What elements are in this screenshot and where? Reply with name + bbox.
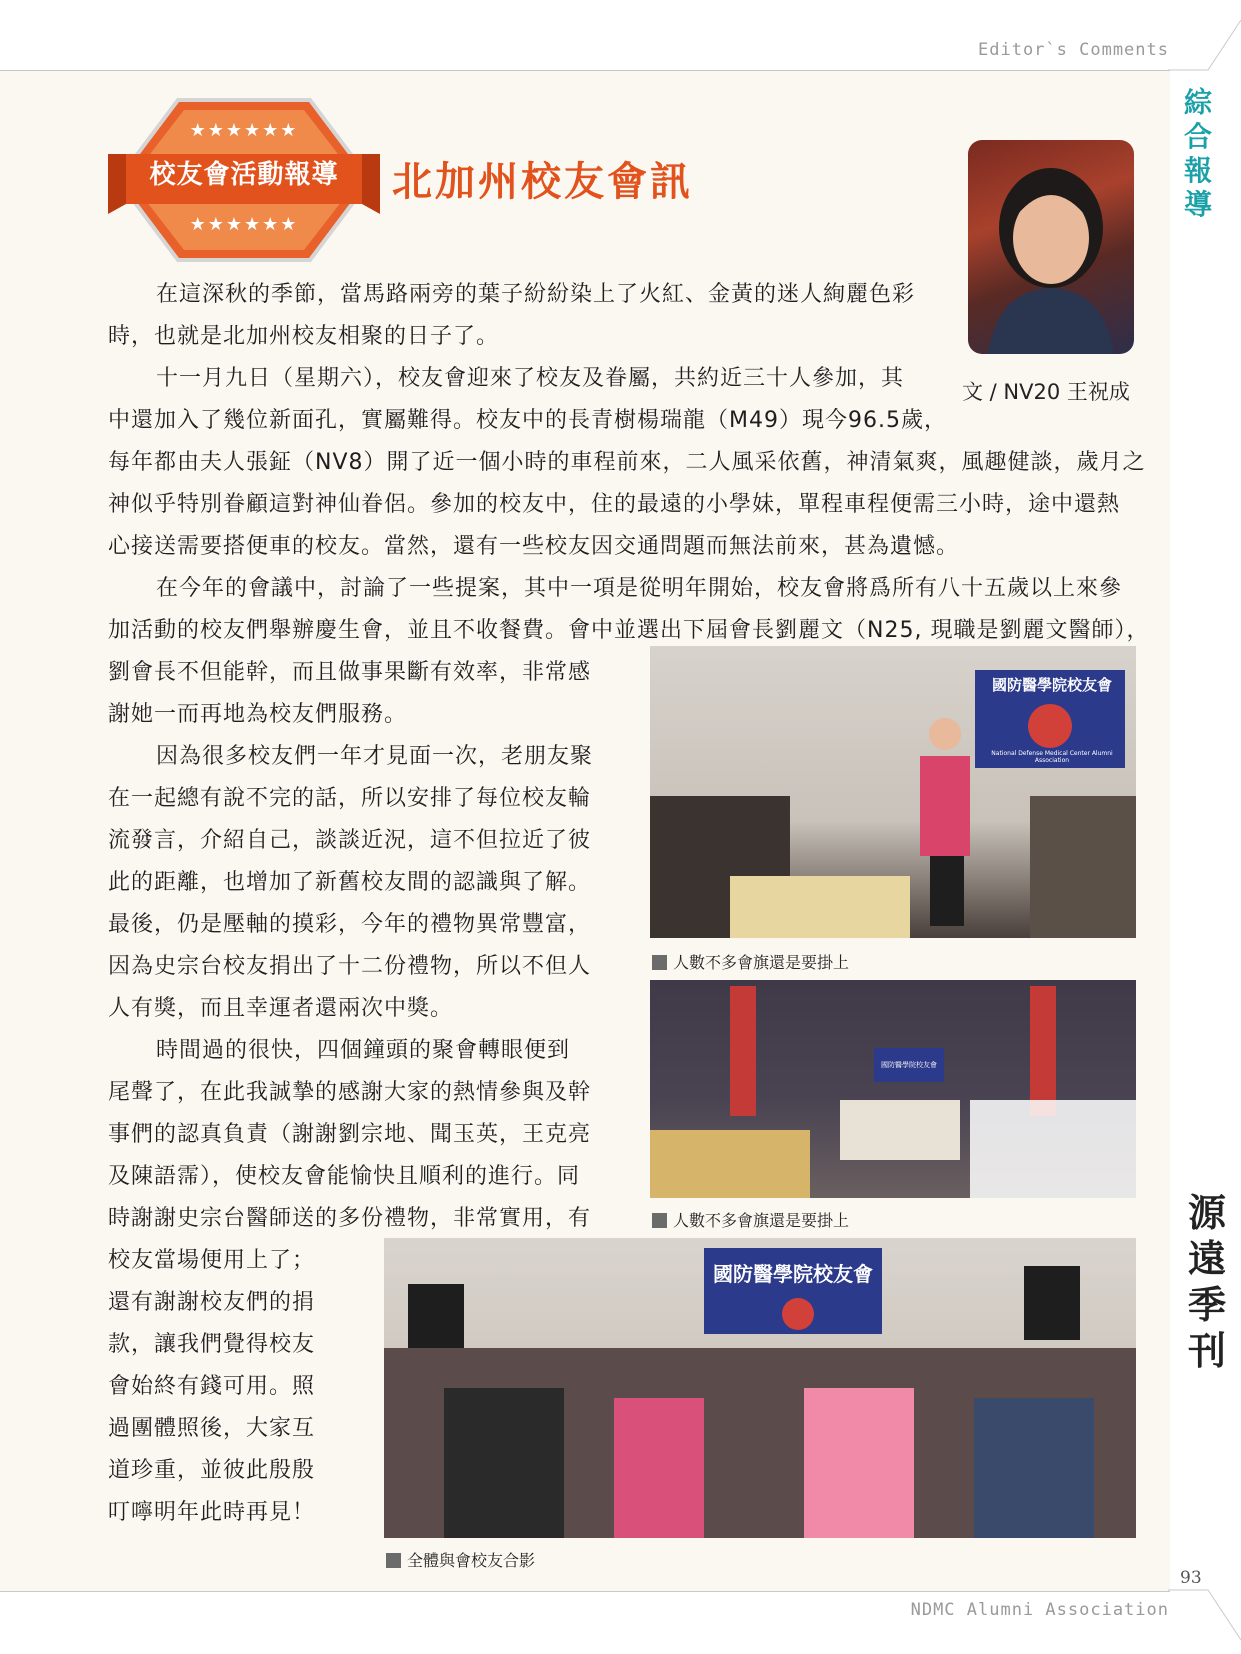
caption-marker (386, 1553, 401, 1568)
body-line: 道珍重，並彼此殷殷 (108, 1458, 316, 1483)
article-title: 北加州校友會訊 (392, 159, 693, 205)
body-line: 謝她一而再地為校友們服務。 (108, 702, 408, 727)
body-line: 每年都由夫人張鉦（NV8）開了近一個小時的車程前來，二人風采依舊，神清氣爽，風趣健談，歲月之 (108, 450, 1146, 475)
photo-scene (650, 980, 1136, 1198)
photo-caption (386, 1548, 535, 1571)
author-portrait (968, 140, 1134, 354)
body-line: 時謝謝史宗台醫師送的多份禮物，非常實用，有 (108, 1206, 592, 1231)
body-line: 在一起總有說不完的話，所以安排了每位校友輪 (108, 786, 592, 811)
event-photo-group (384, 1238, 1136, 1538)
page-corner-top (1168, 0, 1241, 80)
flag-banner-title: 國防醫學院校友會 (713, 1262, 873, 1286)
flag-banner-small: 國防醫學院校友會 (874, 1048, 944, 1082)
body-line: 此的距離，也增加了新舊校友間的認識與了解。 (108, 870, 592, 895)
badge-stars-top: ★★★★★★ (189, 120, 299, 141)
body-line: 過團體照後，大家互 (108, 1416, 316, 1441)
caption-text: 人數不多會旗還是要掛上 (673, 1211, 850, 1230)
flag-banner-title: 國防醫學院校友會 (991, 676, 1112, 694)
section-badge (108, 96, 380, 264)
body-line: 十一月九日（星期六），校友會迎來了校友及眷屬，共約近三十人參加，其 (156, 366, 905, 391)
photo-caption (652, 1208, 849, 1231)
page-number: 93 (1180, 1568, 1202, 1588)
event-photo-room (650, 980, 1136, 1198)
body-line: 及陳語霈），使校友會能愉快且順利的進行。同 (108, 1164, 581, 1189)
caption-marker (652, 955, 667, 970)
body-line: 在今年的會議中，討論了一些提案，其中一項是從明年開始，校友會將爲所有八十五歲以上來參 (156, 576, 1123, 601)
body-line: 中還加入了幾位新面孔，實屬難得。校友中的長青樹楊瑞龍（M49）現今96.5歲， (108, 408, 947, 433)
category-label: 綜合報導 (1183, 86, 1212, 221)
body-line: 人有獎，而且幸運者還兩次中獎。 (108, 996, 454, 1021)
body-line: 時間過的很快，四個鐘頭的聚會轉眼便到 (156, 1038, 571, 1063)
body-line: 劉會長不但能幹，而且做事果斷有效率，非常感 (108, 660, 592, 685)
badge-label: 校友會活動報導 (149, 160, 339, 190)
caption-text: 人數不多會旗還是要掛上 (673, 953, 850, 972)
event-photo-speaker (650, 646, 1136, 938)
body-line: 校友當場便用上了； (108, 1248, 316, 1273)
caption-marker (652, 1213, 667, 1228)
body-line: 款，讓我們覺得校友 (108, 1332, 316, 1357)
body-line: 因為很多校友們一年才見面一次，老朋友聚 (156, 744, 594, 769)
body-line: 流發言，介紹自己，談談近況，這不但拉近了彼 (108, 828, 592, 853)
body-line: 叮嚀明年此時再見！ (108, 1500, 316, 1525)
body-line: 尾聲了，在此我誠摯的感謝大家的熱情參與及幹 (108, 1080, 592, 1105)
body-line: 在這深秋的季節，當馬路兩旁的葉子紛紛染上了火紅、金黃的迷人絢麗色彩 (156, 282, 916, 307)
section-header: Editor`s Comments (978, 40, 1169, 60)
body-line: 還有謝謝校友們的捐 (108, 1290, 316, 1315)
badge-stars-bottom: ★★★★★★ (189, 214, 299, 235)
magazine-title: 源遠季刊 (1187, 1190, 1226, 1373)
body-line: 加活動的校友們舉辦慶生會，並且不收餐費。會中並選出下屆會長劉麗文（N25, 現職是劉麗文醫師）， (108, 618, 1150, 643)
body-line: 因為史宗台校友捐出了十二份禮物，所以不但人 (108, 954, 592, 979)
body-line: 時，也就是北加州校友相聚的日子了。 (108, 324, 500, 349)
body-line: 事們的認真負責（謝謝劉宗地、聞玉英，王克亮 (108, 1122, 592, 1147)
caption-text: 全體與會校友合影 (407, 1551, 536, 1570)
body-line: 神似乎特別眷顧這對神仙眷侶。參加的校友中，住的最遠的小學妹，單程車程便需三小時，途中還熱 (108, 492, 1121, 517)
flag-banner-subtitle: National Defense Medical Center Alumni Association (991, 750, 1113, 764)
photo-caption (652, 950, 849, 973)
body-line: 會始終有錢可用。照 (108, 1374, 316, 1399)
body-line: 心接送需要搭便車的校友。當然，還有一些校友因交通問題而無法前來，甚為遺憾。 (108, 534, 960, 559)
footer-association: NDMC Alumni Association (910, 1600, 1169, 1620)
portrait-figure (968, 140, 1134, 354)
article-byline: 文 / NV20 王祝成 (962, 380, 1130, 404)
body-line: 最後，仍是壓軸的摸彩，今年的禮物異常豐富， (108, 912, 592, 937)
page-corner-bottom (1168, 1580, 1241, 1654)
